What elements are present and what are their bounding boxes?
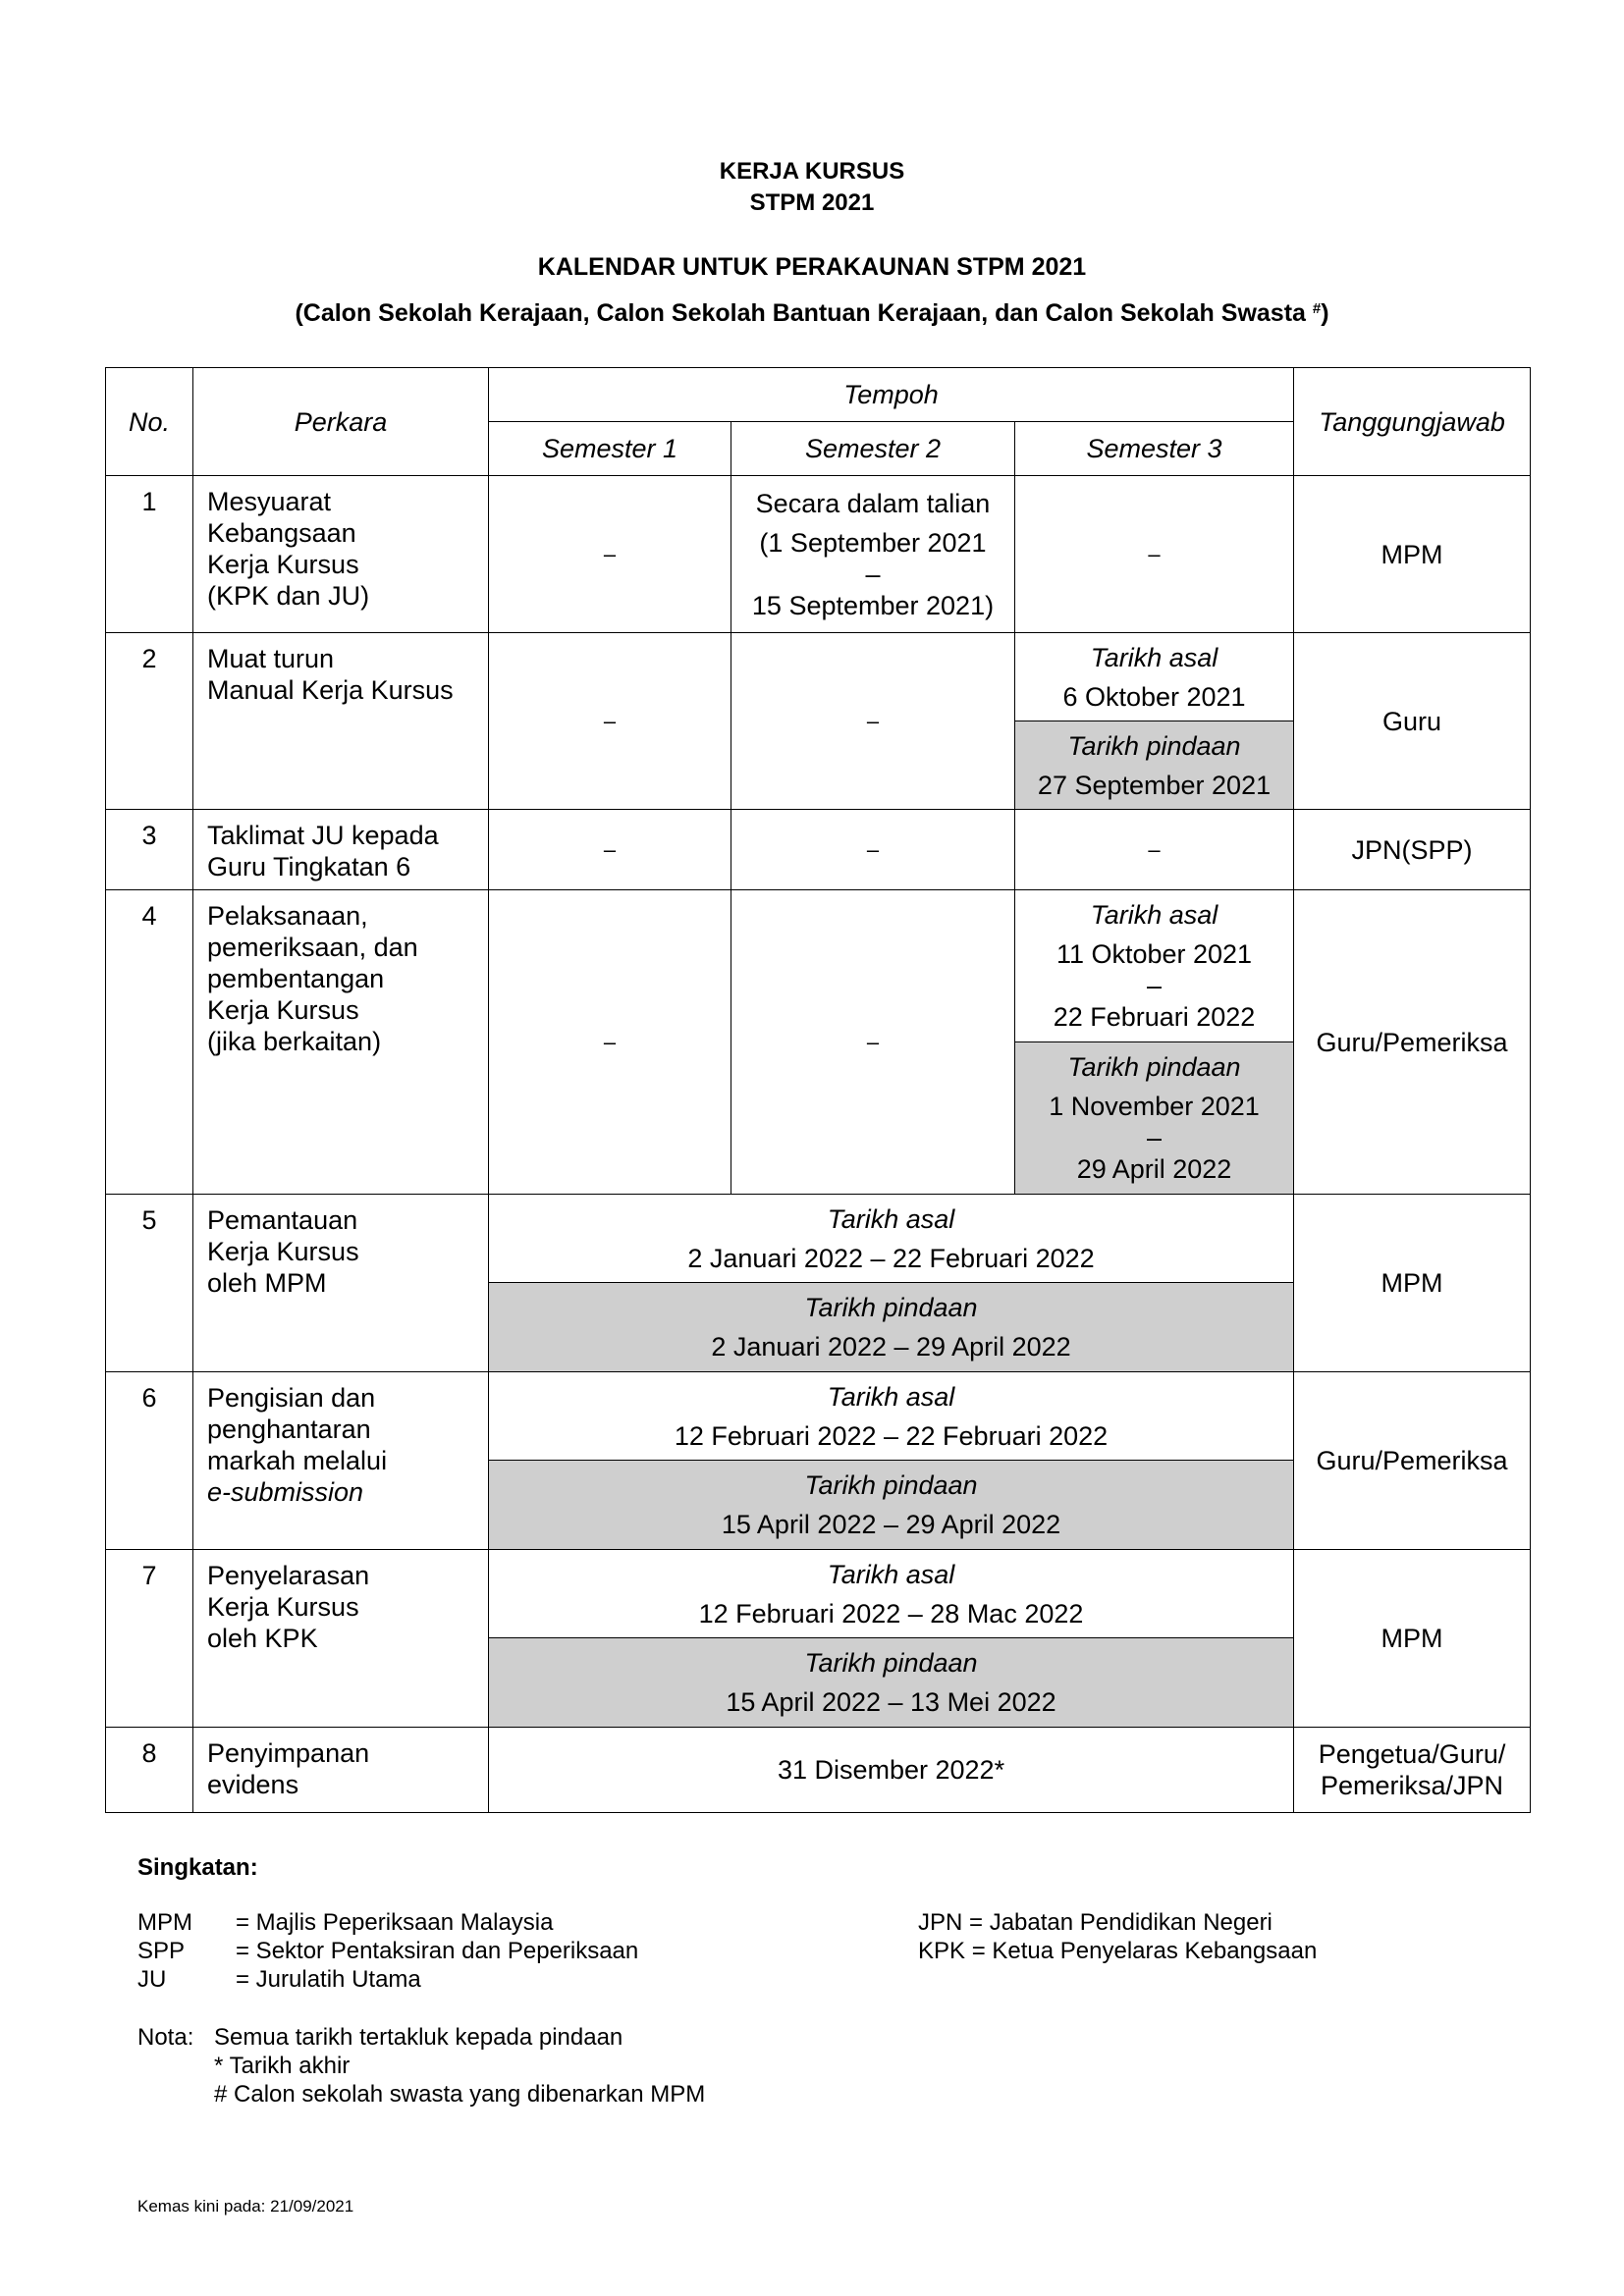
row-number: 3 — [106, 810, 193, 890]
perkara-line: markah melalui — [207, 1446, 388, 1475]
tarikh-asal-cell — [489, 1195, 1294, 1283]
perkara-line: Guru Tingkatan 6 — [207, 852, 411, 881]
table-row — [106, 890, 1531, 1042]
tarikh-asal-cell — [489, 1372, 1294, 1461]
date-line: Secara dalam talian — [755, 488, 991, 518]
row-number: 4 — [106, 890, 193, 1195]
row-perkara — [193, 890, 489, 1195]
perkara-line: penghantaran — [207, 1415, 371, 1444]
perkara-line: Pelaksanaan, — [207, 901, 368, 931]
perkara-line: Penyelarasan — [207, 1561, 370, 1590]
abbreviation-key: MPM — [137, 1909, 192, 1936]
perkara-line: oleh MPM — [207, 1268, 327, 1298]
tanggungjawab-cell: MPM — [1294, 1550, 1531, 1728]
row-perkara — [193, 1372, 489, 1550]
subtitle-close: ) — [1321, 299, 1329, 327]
abbreviation-key: JU — [137, 1966, 167, 1993]
tarikh-pindaan-label: Tarikh pindaan — [1067, 1052, 1241, 1082]
tanggungjawab-cell: MPM — [1294, 1195, 1531, 1372]
doc-heading-line1: KERJA KURSUS — [719, 158, 905, 185]
row-number: 2 — [106, 633, 193, 810]
date-line: – — [1147, 1123, 1163, 1152]
perkara-line: (jika berkaitan) — [207, 1027, 382, 1056]
date-range: 2 Januari 2022 – 22 Februari 2022 — [687, 1243, 1095, 1273]
subtitle-mark: # — [1312, 300, 1322, 317]
semester-1-cell: – — [489, 633, 731, 810]
semester-3-cell: – — [1015, 476, 1294, 633]
tarikh-asal-label: Tarikh asal — [827, 1381, 955, 1412]
tarikh-asal-label: Tarikh asal — [827, 1203, 955, 1234]
tanggungjawab-cell: JPN(SPP) — [1294, 810, 1531, 890]
semester-2-cell: – — [731, 633, 1015, 810]
header-semester-1: Semester 1 — [489, 422, 731, 476]
tempoh-cell: 31 Disember 2022* — [489, 1728, 1294, 1813]
date-line: 1 November 2021 — [1049, 1092, 1260, 1121]
perkara-line: Kerja Kursus — [207, 1592, 359, 1622]
abbreviation-row: KPK = Ketua Penyelaras Kebangsaan — [918, 1938, 1318, 1964]
perkara-line: Mesyuarat — [207, 487, 332, 516]
tanggungjawab-cell — [1294, 1728, 1531, 1813]
tarikh-pindaan-cell — [1015, 1042, 1294, 1195]
nota-line: * Tarikh akhir — [214, 2053, 351, 2079]
table-row — [106, 476, 1531, 633]
semester-2-cell: – — [731, 810, 1015, 890]
table-row — [106, 1372, 1531, 1461]
row-perkara — [193, 476, 489, 633]
perkara-line: Kerja Kursus — [207, 550, 359, 579]
row-perkara — [193, 1728, 489, 1813]
abbreviation-value: = Jurulatih Utama — [236, 1966, 421, 1993]
table-row — [106, 1728, 1531, 1813]
header-semester-2: Semester 2 — [731, 422, 1015, 476]
row-perkara — [193, 1195, 489, 1372]
perkara-line: Pemantauan — [207, 1205, 358, 1235]
header-tanggungjawab: Tanggungjawab — [1294, 368, 1531, 476]
tarikh-pindaan-cell — [1015, 721, 1294, 810]
tarikh-asal-label: Tarikh asal — [1090, 642, 1218, 672]
date-line: – — [1147, 971, 1163, 1000]
tarikh-pindaan-label: Tarikh pindaan — [804, 1470, 978, 1500]
tanggungjawab-cell: Guru — [1294, 633, 1531, 810]
row-number: 5 — [106, 1195, 193, 1372]
subtitle-text: (Calon Sekolah Kerajaan, Calon Sekolah Bantuan Kerajaan, dan Calon Sekolah Swasta — [295, 299, 1306, 327]
perkara-line: pemeriksaan, dan — [207, 933, 418, 962]
tanggungjawab-line: Pengetua/Guru/ — [1318, 1739, 1506, 1769]
date-line: 15 September 2021) — [751, 590, 995, 620]
date-range: 12 Februari 2022 – 22 Februari 2022 — [674, 1420, 1109, 1451]
perkara-line: Pengisian dan — [207, 1383, 376, 1413]
date-line: 29 April 2022 — [1076, 1154, 1232, 1184]
perkara-line: oleh KPK — [207, 1624, 318, 1653]
tarikh-pindaan-cell — [489, 1638, 1294, 1728]
semester-1-cell: – — [489, 476, 731, 633]
tanggungjawab-cell: MPM — [1294, 476, 1531, 633]
perkara-line: Muat turun — [207, 644, 335, 673]
tarikh-pindaan-cell — [489, 1283, 1294, 1372]
updated-date-footer: Kemas kini pada: 21/09/2021 — [137, 2197, 354, 2216]
tarikh-pindaan-label: Tarikh pindaan — [804, 1293, 978, 1322]
tanggungjawab-cell: Guru/Pemeriksa — [1294, 890, 1531, 1195]
abbreviation-key: SPP — [137, 1938, 186, 1964]
perkara-line: Penyimpanan — [207, 1738, 370, 1768]
date-range: 15 April 2022 – 13 Mei 2022 — [726, 1687, 1056, 1717]
tarikh-pindaan-cell — [489, 1461, 1294, 1550]
abbreviation-row: JPN = Jabatan Pendidikan Negeri — [918, 1909, 1272, 1936]
perkara-line: Manual Kerja Kursus — [207, 675, 454, 705]
row-perkara — [193, 810, 489, 890]
date-line: 11 Oktober 2021 — [1056, 939, 1253, 969]
date-range: 2 Januari 2022 – 29 April 2022 — [711, 1332, 1071, 1362]
header-perkara: Perkara — [193, 368, 489, 476]
semester-2-cell — [731, 476, 1015, 633]
row-number: 8 — [106, 1728, 193, 1813]
tarikh-pindaan-label: Tarikh pindaan — [1067, 730, 1241, 761]
abbreviation-value: = Sektor Pentaksiran dan Peperiksaan — [236, 1938, 639, 1964]
row-perkara — [193, 1550, 489, 1728]
date-line: (1 September 2021 — [759, 527, 987, 558]
header-semester-3: Semester 3 — [1015, 422, 1294, 476]
doc-title: KALENDAR UNTUK PERAKAUNAN STPM 2021 — [537, 253, 1087, 281]
row-number: 7 — [106, 1550, 193, 1728]
date-range: 15 April 2022 – 29 April 2022 — [721, 1510, 1061, 1539]
tarikh-asal-cell — [1015, 890, 1294, 1042]
nota-line: # Calon sekolah swasta yang dibenarkan MPM — [214, 2081, 706, 2108]
doc-heading-line2: STPM 2021 — [749, 189, 875, 216]
nota-line: Semua tarikh tertakluk kepada pindaan — [214, 2024, 623, 2051]
header-tempoh: Tempoh — [489, 368, 1294, 422]
date-line: 27 September 2021 — [1037, 770, 1272, 800]
perkara-line: Kerja Kursus — [207, 1237, 359, 1266]
tanggungjawab-cell: Guru/Pemeriksa — [1294, 1372, 1531, 1550]
table-row — [106, 633, 1531, 721]
semester-1-cell: – — [489, 890, 731, 1195]
row-number: 1 — [106, 476, 193, 633]
row-number: 6 — [106, 1372, 193, 1550]
semester-2-cell: – — [731, 890, 1015, 1195]
date-line: 22 Februari 2022 — [1053, 1002, 1256, 1032]
nota-label: Nota: — [137, 2024, 194, 2051]
calendar-table — [105, 367, 1531, 1813]
table-row — [106, 810, 1531, 890]
tarikh-asal-label: Tarikh asal — [1090, 900, 1218, 930]
perkara-line: Taklimat JU kepada — [207, 821, 439, 850]
semester-3-cell: – — [1015, 810, 1294, 890]
perkara-line: pembentangan — [207, 964, 385, 993]
semester-1-cell: – — [489, 810, 731, 890]
perkara-line: evidens — [207, 1770, 299, 1799]
perkara-line: e-submission — [207, 1477, 364, 1507]
abbreviation-value: = Majlis Peperiksaan Malaysia — [236, 1909, 554, 1936]
table-row — [106, 1195, 1531, 1283]
perkara-line: (KPK dan JU) — [207, 581, 370, 611]
tanggungjawab-line: Pemeriksa/JPN — [1321, 1771, 1504, 1800]
doc-subtitle — [0, 298, 1624, 328]
header-no: No. — [106, 368, 193, 476]
tarikh-asal-label: Tarikh asal — [827, 1559, 955, 1589]
tarikh-asal-cell — [489, 1550, 1294, 1638]
tarikh-pindaan-label: Tarikh pindaan — [804, 1648, 978, 1678]
table-row — [106, 1550, 1531, 1638]
tarikh-asal-cell — [1015, 633, 1294, 721]
perkara-line: Kerja Kursus — [207, 995, 359, 1025]
perkara-line: Kebangsaan — [207, 518, 356, 548]
date-line: – — [865, 559, 881, 589]
singkatan-title: Singkatan: — [137, 1854, 258, 1881]
row-perkara — [193, 633, 489, 810]
date-range: 12 Februari 2022 – 28 Mac 2022 — [698, 1598, 1084, 1629]
date-line: 6 Oktober 2021 — [1062, 681, 1246, 712]
